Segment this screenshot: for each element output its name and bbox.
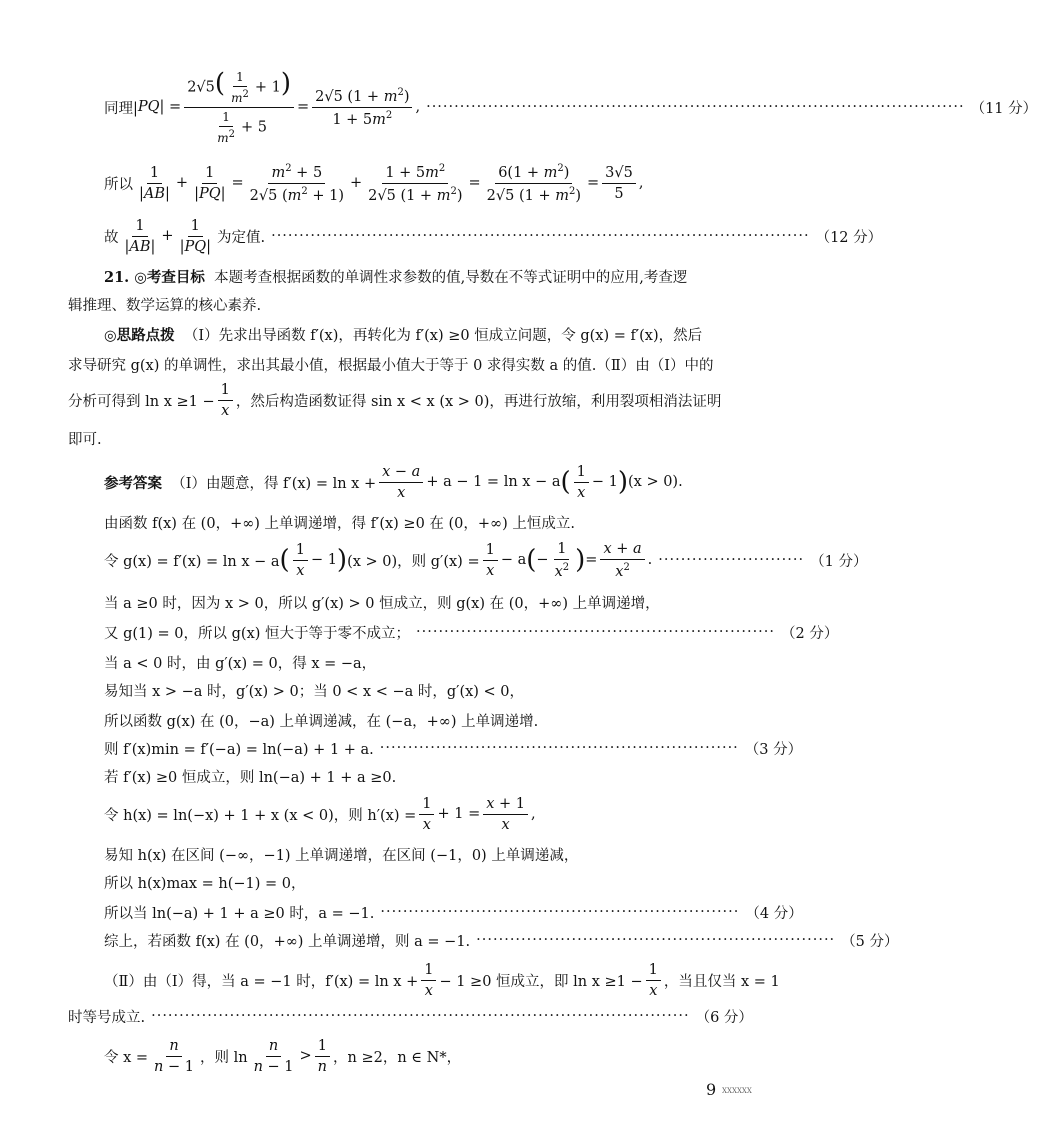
leader-dots: ································································	[379, 740, 739, 756]
text: 辑推理、数学运算的核心素养.	[68, 297, 262, 314]
text: (x > 0)，则 g′(x) =	[347, 553, 480, 570]
answer-line-4	[104, 590, 744, 614]
score-label: （4 分）	[745, 905, 803, 922]
fraction: $\frac{1}{x}$	[483, 542, 498, 579]
fraction: $\frac{1}{x^2}$	[554, 540, 570, 580]
score-label: （3 分）	[744, 741, 803, 758]
fraction: 2√5( $\frac{1}{m^2}$ + 1) $\frac{1}{m^2}$ + 5	[184, 70, 294, 145]
text: 令 x =	[104, 1049, 149, 1066]
leader-dots: ································································	[380, 904, 740, 920]
text: ，则 ln	[199, 1049, 248, 1066]
hint-line-3	[68, 380, 744, 420]
leader-dots: ································································································	[426, 99, 965, 115]
answer-line-3: 令 g(x) = f′(x) = ln x − a ( $\frac{1}{x}$ − 1 ) (x > 0)，则 g′(x) = $\frac{1}{x}$ − a ( − $\frac{1}{x^2}$ ) = $\frac{x + a}{x^2}$ . ·························· （1 分）	[104, 540, 868, 580]
leader-dots: ································································	[416, 624, 775, 640]
answer-line-18	[104, 1034, 744, 1078]
text: 求导研究 g(x) 的单调性，求出其最小值，根据最小值大于等于 0 求得实数 a 的值.（Ⅱ）由（Ⅰ）中的	[68, 357, 714, 374]
answer-line-2	[104, 510, 744, 534]
text: 所以当 ln(−a) + 1 + a ≥0 时，a = −1.	[104, 905, 375, 922]
text: 为定值.	[216, 229, 266, 246]
fraction: $\frac{6(1 + m^2)}{2√5 (1 + m^2)}$	[486, 162, 582, 204]
text: 同理|	[104, 100, 138, 117]
score-label: （5 分）	[841, 933, 899, 950]
answer-line-17	[68, 1004, 753, 1028]
fraction: $\frac{3√5}{5}$	[602, 165, 636, 202]
fraction: $\frac{1}{|AB|}$	[124, 217, 156, 255]
text: | =	[159, 99, 182, 115]
text: （Ⅰ）由题意，得 f′(x) = ln x +	[162, 475, 377, 492]
score-label: （12 分）	[815, 229, 883, 246]
leader-dots: ································································	[476, 932, 836, 948]
score-label: （11 分）	[970, 100, 1037, 117]
text: − 1 ≥0 恒成立，即 ln x ≥1 −	[439, 973, 643, 990]
text: 本题考查根据函数的单调性求参数的值,导数在不等式证明中的应用,考查逻	[204, 269, 688, 286]
text: （Ⅰ）先求出导函数 f′(x)，再转化为 f′(x) ≥0 恒成立问题，令 g(x) = f′(x)，然后	[174, 327, 703, 344]
section-label: 21. ◎考查目标	[104, 268, 205, 286]
fraction: $\frac{2√5 (1 + m^2)}{1 + 5m^2}$	[312, 87, 412, 128]
text: 当 a < 0 时，由 g′(x) = 0，得 x = −a，	[104, 655, 377, 672]
text: 综上，若函数 f(x) 在 (0，+∞) 上单调递增，则 a = −1.	[104, 933, 471, 950]
text: + a − 1 = ln x − a	[426, 474, 561, 490]
answer-line-12	[104, 842, 744, 866]
text: 则 f′(x)min = f′(−a) = ln(−a) + 1 + a.	[104, 741, 374, 758]
fraction: $\frac{1}{n}$	[315, 1038, 330, 1075]
answer-line-14	[104, 900, 803, 924]
fraction: $\frac{x - a}{x}$	[379, 464, 423, 501]
page-number: 9	[706, 1080, 717, 1099]
leader-dots: ································································································	[271, 228, 810, 244]
answer-line-6	[104, 650, 744, 674]
text: ，然后构造函数证得 sin x < x (x > 0)，再进行放缩，利用裂项相消法证明	[235, 393, 722, 410]
text: >	[299, 1048, 312, 1064]
text: 若 f′(x) ≥0 恒成立，则 ln(−a) + 1 + a ≥0.	[104, 769, 397, 786]
section-label: 参考答案	[104, 474, 162, 492]
answer-line-13	[104, 870, 744, 894]
text: ，n ≥2，n ∈ N*，	[333, 1049, 462, 1066]
fraction: $\frac{x + a}{x^2}$	[600, 541, 644, 580]
text: 易知当 x > −a 时，g′(x) > 0；当 0 < x < −a 时，g′(x) < 0，	[104, 683, 525, 700]
leader-dots: ································································································	[151, 1008, 690, 1024]
text: 所以 h(x)max = h(−1) = 0，	[104, 875, 306, 892]
text: − a	[500, 552, 527, 568]
fraction: $\frac{1}{x}$	[574, 464, 589, 501]
text: 所以函数 g(x) 在 (0，−a) 上单调递减，在 (−a，+∞) 上单调递增.	[104, 713, 539, 730]
fraction: $\frac{1}{x}$	[419, 796, 434, 833]
hint-line-2	[68, 352, 744, 376]
hint-line-1	[104, 322, 744, 346]
page-code: XXXXXX	[722, 1087, 752, 1095]
leader-dots: ··························	[658, 552, 805, 568]
score-label: （2 分）	[781, 625, 839, 642]
text: PQ	[137, 99, 160, 115]
fraction: $\frac{1}{x}$	[646, 962, 661, 999]
text: 又 g(1) = 0，所以 g(x) 恒大于等于零不成立；	[104, 625, 411, 642]
fraction: $\frac{x + 1}{x}$	[483, 796, 528, 833]
text: 即可.	[68, 431, 102, 448]
fraction: $\frac{n}{n - 1}$	[253, 1037, 294, 1075]
answer-line-1: 参考答案 （Ⅰ）由题意，得 f′(x) = ln x + $\frac{x - a}{x}$ + a − 1 = ln x − a ( $\frac{1}{x}$ − 1 ) (x > 0).	[104, 463, 683, 501]
fraction: $\frac{m^2 + 5}{2√5 (m^2 + 1)}$	[249, 162, 344, 204]
section-label: ◎思路点拨	[104, 326, 175, 344]
text: ，当且仅当 x = 1	[663, 973, 780, 990]
text: 当 a ≥0 时，因为 x > 0，所以 g′(x) > 0 恒成立，则 g(x) 在 (0，+∞) 上单调递增，	[104, 595, 660, 612]
text: 故	[104, 229, 119, 246]
text: （Ⅱ）由（Ⅰ）得，当 a = −1 时，f′(x) = ln x +	[104, 973, 419, 990]
fraction: $\frac{1}{|AB|}$	[139, 164, 170, 202]
text: + 1 =	[437, 806, 481, 822]
fraction: $\frac{1}{x}$	[218, 382, 233, 419]
score-label: （6 分）	[695, 1009, 753, 1026]
answer-line-9	[104, 736, 803, 760]
text: 时等号成立.	[68, 1009, 146, 1026]
text: 易知 h(x) 在区间 (−∞，−1) 上单调递增，在区间 (−1，0) 上单调递减，	[104, 847, 579, 864]
hint-line-4	[68, 426, 744, 450]
fraction: $\frac{1}{|PQ|}$	[194, 164, 226, 202]
eq-line-const: 故 $\frac{1}{|AB|}$ + $\frac{1}{|PQ|}$ 为定值. ································································································ （12 分）	[104, 217, 883, 255]
text-line	[68, 292, 744, 316]
text: 由函数 f(x) 在 (0，+∞) 上单调递增，得 f′(x) ≥0 在 (0，+∞) 上恒成立.	[104, 515, 576, 532]
fraction: $\frac{1}{|PQ|}$	[179, 217, 211, 255]
text: 令 g(x) = f′(x) = ln x − a	[104, 553, 280, 570]
text: 分析可得到 ln x ≥1 −	[68, 393, 215, 410]
text: 令 h(x) = ln(−x) + 1 + x (x < 0)，则 h′(x) =	[104, 807, 417, 824]
answer-line-5	[104, 620, 839, 644]
answer-line-10	[104, 764, 744, 788]
answer-line-15	[104, 928, 899, 952]
problem-21-goal	[104, 264, 744, 288]
answer-line-16	[104, 958, 780, 1002]
answer-line-8	[104, 708, 744, 732]
answer-line-7	[104, 678, 744, 702]
fraction: $\frac{1}{x}$	[293, 542, 308, 579]
answer-line-11: 令 h(x) = ln(−x) + 1 + x (x < 0)，则 h′(x) = $\frac{1}{x}$ + 1 = $\frac{x + 1}{x}$ ,	[104, 795, 536, 833]
text: 所以	[104, 176, 133, 193]
fraction: $\frac{1 + 5m^2}{2√5 (1 + m^2)}$	[368, 162, 463, 204]
eq-line-pq: 同理| PQ | = 2√5( $\frac{1}{m^2}$ + 1) $\frac{1}{m^2}$ + 5 = $\frac{2√5 (1 + m^2)}{1 + 5m^2}$ , ································································································ （11 分）	[104, 68, 1037, 145]
fraction: $\frac{1}{x}$	[421, 962, 436, 999]
score-label: （1 分）	[810, 553, 868, 570]
text: (x > 0).	[628, 474, 683, 490]
fraction: $\frac{n}{n - 1}$	[154, 1037, 194, 1075]
eq-line-sum: 所以 $\frac{1}{|AB|}$ + $\frac{1}{|PQ|}$ = $\frac{m^2 + 5}{2√5 (m^2 + 1)}$ + $\frac{1 + 5m^2}{2√5 (1 + m^2)}$ = $\frac{6(1 + m^2)}{2√5 (1 + m^2)}$ = $\frac{3√5}{5}$ ,	[104, 162, 644, 204]
